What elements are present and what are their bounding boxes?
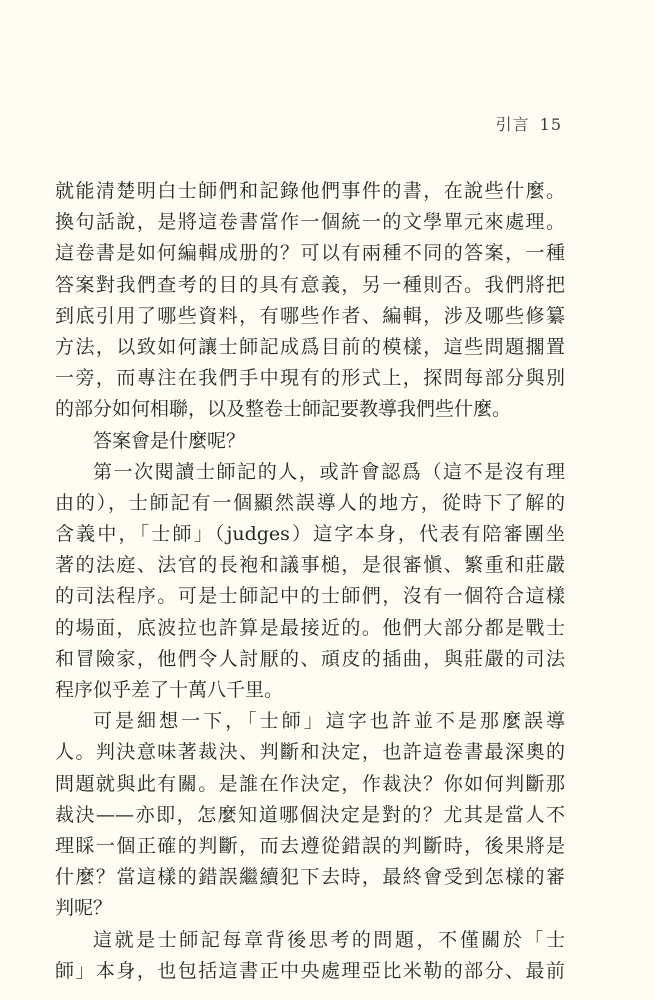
text-line: 含義中，「士師」（judges）這字本身，代表有陪審團坐 [55,523,565,546]
text-line: 答案對我們查考的目的具有意義，另一種則否。我們將把 [55,273,565,296]
text-line: 程序似乎差了十萬八千里。 [55,679,284,701]
text-line: 理睬一個正確的判斷，而去遵從錯誤的判斷時，後果將是 [55,834,565,857]
text-line: 第一次閱讀士師記的人，或許會認爲（這不是沒有理 [93,460,565,483]
text-line: 和冒險家，他們令人討厭的、頑皮的插曲，與莊嚴的司法 [55,647,565,670]
page-number: 15 [539,115,562,134]
text-line: 人。判決意味著裁決、判斷和決定，也許這卷書最深奧的 [55,741,565,764]
text-line: 答案會是什麼呢？ [93,429,246,452]
text-line: 師」本身，也包括這書正中央處理亞比米勒的部分、最前 [55,959,565,982]
text-line: 這就是士師記每章背後思考的問題，不僅關於「士 [93,928,565,951]
text-line: 到底引用了哪些資料，有哪些作者、編輯，涉及哪些修纂 [55,304,565,327]
text-line: 判呢？ [55,897,113,920]
text-line: 什麼？當這樣的錯誤繼續犯下去時，最終會受到怎樣的審 [55,866,565,889]
text-line: 可是細想一下，「士師」這字也許並不是那麼誤導 [93,710,565,733]
text-line: 問題就與此有關。是誰在作決定，作裁決？你如何判斷那 [55,772,565,795]
body-text [55,176,565,987]
text-line: 裁決——亦即，怎麼知道哪個決定是對的？尤其是當人不 [55,803,565,826]
text-line: 換句話說，是將這卷書當作一個統一的文學單元來處理。 [55,211,565,234]
text-line: 由的），士師記有一個顯然誤導人的地方，從時下了解的 [55,491,565,514]
text-line: 的司法程序。可是士師記中的士師們，沒有一個符合這樣 [55,585,565,608]
text-line: 方法，以致如何讓士師記成爲目前的模樣，這些問題擱置 [55,335,565,358]
chapter-title: 引言 [495,115,530,134]
text-line: 一旁，而專注在我們手中現有的形式上，探問每部分與別 [55,367,565,390]
running-head [496,112,562,135]
text-line: 的部分如何相聯，以及整卷士師記要教導我們些什麼。 [55,398,512,421]
text-line: 的場面，底波拉也許算是最接近的。他們大部分都是戰士 [55,616,565,639]
text-line: 這卷書是如何編輯成册的？可以有兩種不同的答案，一種 [55,242,565,265]
text-line: 著的法庭、法官的長袍和議事槌，是很審愼、繁重和莊嚴 [55,554,565,577]
text-line: 就能清楚明白士師們和記錄他們事件的書，在說些什麼。 [55,180,565,202]
